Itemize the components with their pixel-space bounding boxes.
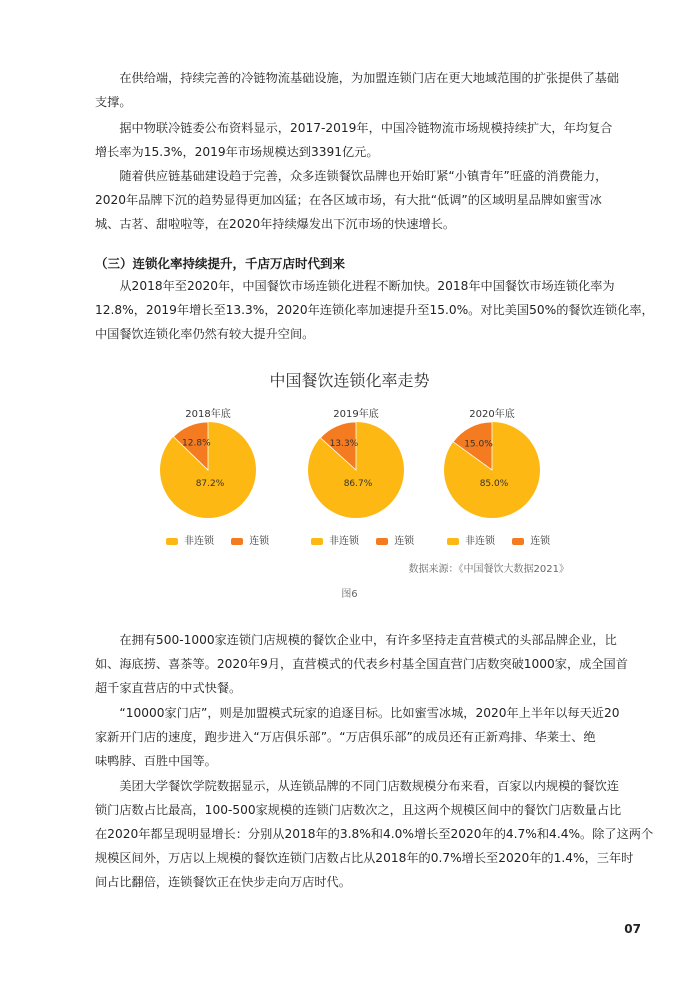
- paragraph-sinking-market: [95, 164, 615, 236]
- pie-chart-2020: [442, 420, 542, 520]
- legend-item-chain: [376, 532, 414, 547]
- legend-label: 连锁: [249, 536, 270, 547]
- pie-label-2018: 2018年底: [185, 409, 231, 420]
- text-line: 中国餐饮连锁化率仍然有较大提升空间。: [95, 327, 315, 341]
- paragraph-direct-stores: [95, 628, 628, 700]
- legend-item-non-chain: [311, 532, 359, 547]
- section-heading: （三）连锁化率持续提升，千店万店时代到来: [95, 256, 346, 271]
- pie-chart-2019: [306, 420, 406, 520]
- legend-swatch-non-chain: [447, 538, 459, 545]
- legend-item-chain: [231, 532, 269, 547]
- paragraph-meituan-data: [95, 774, 654, 894]
- text-line: 2020年品牌下沉的趋势显得更加凶猛；在各区域市场，有大批“低调”的区域明星品牌如蜜雪冰: [95, 193, 602, 207]
- legend-swatch-chain: [376, 538, 388, 545]
- paragraph-franchise-stores: [95, 701, 620, 773]
- text-line: 在供给端，持续完善的冷链物流基础设施，为加盟连锁门店在更大地域范围的扩张提供了基础: [95, 71, 620, 85]
- text-line: 锁门店数占比最高，100-500家规模的连锁门店数次之，且这两个规模区间中的餐饮门店数量占比: [95, 803, 622, 817]
- pie-label-chain: 15.0%: [464, 439, 493, 450]
- text-line: 据中物联冷链委公布资料显示，2017-2019年，中国冷链物流市场规模持续扩大，年均复合: [95, 121, 613, 135]
- paragraph-supply: [95, 66, 620, 114]
- legend-swatch-chain: [231, 538, 243, 545]
- legend-label: 连锁: [394, 536, 415, 547]
- legend-label: 非连锁: [329, 536, 359, 547]
- legend-swatch-non-chain: [311, 538, 323, 545]
- page-number: 07: [624, 922, 641, 936]
- legend-label: 非连锁: [184, 536, 214, 547]
- text-line: 超千家直营店的中式快餐。: [95, 681, 242, 695]
- paragraph-chain-rate: [95, 274, 654, 346]
- text-line: “10000家门店”，则是加盟模式玩家的追逐目标。比如蜜雪冰城，2020年上半年以每天近20: [95, 706, 620, 720]
- text-line: 支撑。: [95, 95, 132, 109]
- pie-label-2019: 2019年底: [333, 409, 379, 420]
- pie-label-chain: 12.8%: [182, 438, 211, 449]
- legend-item-chain: [512, 532, 550, 547]
- legend-label: 非连锁: [465, 536, 495, 547]
- legend-item-non-chain: [166, 532, 214, 547]
- text-line: 间占比翻倍，连锁餐饮正在快步走向万店时代。: [95, 875, 351, 889]
- text-line: 家新开门店的速度，跑步进入“万店俱乐部”。“万店俱乐部”的成员还有正新鸡排、华莱士、绝: [95, 730, 596, 744]
- pie-label-non-chain: 87.2%: [195, 479, 225, 489]
- legend-swatch-chain: [512, 538, 524, 545]
- legend-swatch-non-chain: [166, 538, 178, 545]
- legend-2018: [166, 532, 283, 547]
- text-line: 在拥有500-1000家连锁门店规模的餐饮企业中，有许多坚持走直营模式的头部品牌企业，比: [95, 633, 617, 647]
- text-line: 12.8%，2019年增长至13.3%，2020年连锁化率加速提升至15.0%。对比美国50%的餐饮连锁化率，: [95, 303, 654, 317]
- legend-2020: [447, 532, 564, 547]
- legend-item-non-chain: [447, 532, 495, 547]
- legend-label: 连锁: [530, 536, 551, 547]
- pie-label-non-chain: 86.7%: [343, 479, 373, 489]
- text-line: 从2018年至2020年，中国餐饮市场连锁化进程不断加快。2018年中国餐饮市场连锁化率为: [95, 279, 615, 293]
- figure-caption: 图6: [341, 589, 358, 600]
- chart-source: 数据来源：《中国餐饮大数据2021》: [408, 564, 569, 575]
- pie-label-chain: 13.3%: [329, 438, 359, 449]
- chart-title: 中国餐饮连锁化率走势: [269, 371, 430, 390]
- text-line: 在2020年都呈现明显增长：分别从2018年的3.8%和4.0%增长至2020年的4.7%和4.4%。除了这两个: [95, 827, 654, 841]
- legend-2019: [311, 532, 428, 547]
- text-line: 规模区间外，万店以上规模的餐饮连锁门店数占比从2018年的0.7%增长至2020年的1.4%，三年时: [95, 851, 634, 865]
- pie-label-non-chain: 85.0%: [479, 479, 509, 489]
- pie-chart-2018: [158, 420, 258, 520]
- text-line: 随着供应链基础建设趋于完善，众多连锁餐饮品牌也开始盯紧“小镇青年”旺盛的消费能力，: [95, 169, 608, 183]
- text-line: 味鸭脖、百胜中国等。: [95, 754, 217, 768]
- text-line: 如、海底捞、喜茶等。2020年9月，直营模式的代表乡村基全国直营门店数突破1000家，成全国首: [95, 657, 628, 671]
- pie-label-2020: 2020年底: [469, 409, 515, 420]
- text-line: 美团大学餐饮学院数据显示，从连锁品牌的不同门店数规模分布来看，百家以内规模的餐饮连: [95, 779, 620, 793]
- paragraph-cold-chain: [95, 116, 615, 164]
- text-line: 增长率为15.3%，2019年市场规模达到3391亿元。: [95, 145, 379, 159]
- text-line: 城、古茗、甜啦啦等，在2020年持续爆发出下沉市场的快速增长。: [95, 217, 456, 231]
